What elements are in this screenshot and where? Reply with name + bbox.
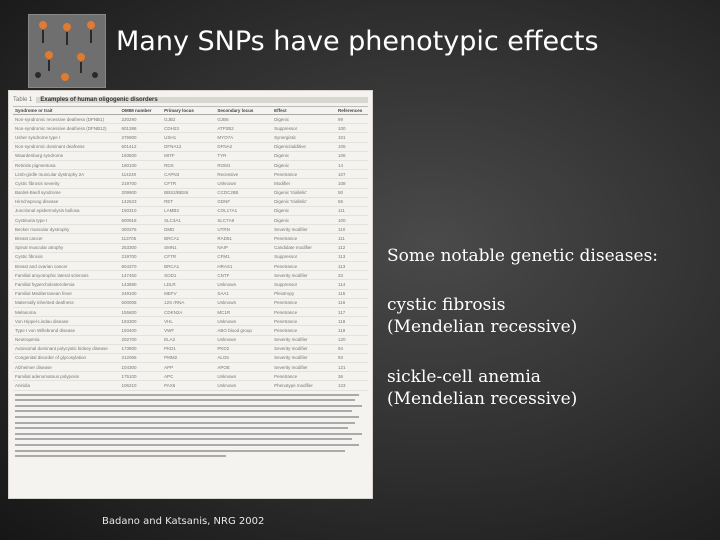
table-cell: Cystinuria type I [13, 216, 120, 225]
table-cell: 114 [336, 280, 368, 289]
table-cell: CFM1 [215, 252, 272, 261]
table-cell: 604370 [120, 262, 163, 271]
table-cell: Familial amyotrophic lateral sclerosis [13, 271, 120, 280]
table-cell: 123 [336, 381, 368, 390]
table-cell: 601386 [120, 124, 163, 133]
table-cell: MC1R [215, 307, 272, 316]
table-cell: 50 [336, 188, 368, 197]
table-cell: 175100 [120, 372, 163, 381]
table-cell: CFTR [162, 179, 215, 188]
table-cell: SMN1 [162, 243, 215, 252]
table-cell: Junctional epidermolysis bullosa [13, 206, 120, 215]
table-cell: 112 [336, 243, 368, 252]
table-cell: 193400 [120, 326, 163, 335]
table-cell: 114240 [120, 170, 163, 179]
table-cell: PMM2 [162, 353, 215, 362]
table-row [13, 252, 368, 261]
table-row [13, 225, 368, 234]
table-cell: Penetrance [272, 262, 336, 271]
table-cell: Familial Mediterranean fever [13, 289, 120, 298]
table-cell: PKD1 [162, 344, 215, 353]
table-cell: Unknown [215, 317, 272, 326]
table-row [13, 289, 368, 298]
table-cell: APOE [215, 363, 272, 372]
table-row [13, 115, 368, 124]
table-cell: ELA2 [162, 335, 215, 344]
table-cell: 500008 [120, 298, 163, 307]
table-cell: Unknown [215, 298, 272, 307]
table-cell: Severity modifier [272, 271, 336, 280]
table-header-bar [13, 93, 368, 107]
table-row [13, 326, 368, 335]
table-body [13, 115, 368, 391]
table-cell: 219700 [120, 252, 163, 261]
table-cell: Penetrance [272, 372, 336, 381]
table-cell: BRCA1 [162, 234, 215, 243]
table-cell: 601412 [120, 142, 163, 151]
table-column-header: OMIM number [120, 107, 163, 115]
table-cell: 100 [336, 124, 368, 133]
table-cell: Penetrance [272, 170, 336, 179]
table-cell: Melanoma [13, 307, 120, 316]
table-cell: MEFV [162, 289, 215, 298]
table-cell: CDKN2A [162, 307, 215, 316]
table-cell: HRAS1 [215, 262, 272, 271]
table-cell: 107 [336, 170, 368, 179]
table-row [13, 151, 368, 160]
table-row [13, 280, 368, 289]
table-cell: 33 [336, 271, 368, 280]
table-cell: Pleiotropy [272, 289, 336, 298]
table-cell: 119 [336, 326, 368, 335]
table-cell: Digenic [272, 216, 336, 225]
table-cell: 219700 [120, 179, 163, 188]
table-cell: Maternally inherited deafness [13, 298, 120, 307]
table-cell: VWF [162, 326, 215, 335]
table-cell: Von Hippel-Lindau disease [13, 317, 120, 326]
table-cell: 220290 [120, 115, 163, 124]
note-item-sickle-cell: sickle-cell anemia [387, 367, 541, 387]
table-cell: Modifier [272, 179, 336, 188]
table-cell: CDH23 [162, 124, 215, 133]
table-row [13, 188, 368, 197]
table-cell: 155600 [120, 307, 163, 316]
note-heading: Some notable genetic diseases: [387, 246, 659, 266]
note-item-sickle-cell-inheritance: (Mendelian recessive) [387, 389, 578, 409]
table-cell: Non-syndromic dominant deafness [13, 142, 120, 151]
table-cell: Digenic 'triallelic' [272, 197, 336, 206]
table-row [13, 353, 368, 362]
table-cell: Candidate modifier [272, 243, 336, 252]
table-cell: Usher syndrome type I [13, 133, 120, 142]
table-column-header: Syndrome or trait [13, 107, 120, 115]
table-cell: 300376 [120, 225, 163, 234]
table-cell: 173900 [120, 344, 163, 353]
table-cell: 600918 [120, 216, 163, 225]
table-cell: GJB6 [215, 115, 272, 124]
table-cell: 116 [336, 298, 368, 307]
table-column-header: Primary locus [162, 107, 215, 115]
table-cell: 106 [336, 151, 368, 160]
table-cell: 147450 [120, 271, 163, 280]
table-caption: Examples of human oligogenic disorders [36, 97, 368, 103]
table-row [13, 179, 368, 188]
logo-image [28, 14, 106, 88]
table-cell: SLC7A9 [215, 216, 272, 225]
table-row [13, 234, 368, 243]
table-cell: 117 [336, 307, 368, 316]
table-cell: Retinitis pigmentosa [13, 160, 120, 169]
table-cell: CCDC28B [215, 188, 272, 197]
table-header-row [13, 107, 368, 115]
table-cell: 101 [336, 133, 368, 142]
note-item-cystic-fibrosis: cystic fibrosis [387, 295, 506, 315]
table-row [13, 344, 368, 353]
table-cell: USH1 [162, 133, 215, 142]
table-cell: ROM1 [215, 160, 272, 169]
table-cell: Unknown [215, 372, 272, 381]
table-cell: Digenic [272, 151, 336, 160]
table-cell: Bardet-Biedl syndrome [13, 188, 120, 197]
table-cell: 111 [336, 234, 368, 243]
table-cell: SLC3A1 [162, 216, 215, 225]
table-cell: Congenital disorder of glycosylation [13, 353, 120, 362]
table-column-header: Secondary locus [215, 107, 272, 115]
table-cell: PAX6 [162, 381, 215, 390]
table-cell: Unknown [215, 335, 272, 344]
table-cell: CAPN3 [162, 170, 215, 179]
table-cell: RDS [162, 160, 215, 169]
table-row [13, 206, 368, 215]
table-cell: Recessive [215, 170, 272, 179]
table-cell: 110 [336, 225, 368, 234]
table-cell: ALG6 [215, 353, 272, 362]
table-cell: LDLR [162, 280, 215, 289]
table-cell: 100 [336, 216, 368, 225]
table-row [13, 307, 368, 316]
table-cell: VHL [162, 317, 215, 326]
table-cell: DMD [162, 225, 215, 234]
table-cell: 113 [336, 252, 368, 261]
table-cell: Breast and ovarian cancer [13, 262, 120, 271]
table-cell: 249100 [120, 289, 163, 298]
table-row [13, 335, 368, 344]
table-cell: Limb-girdle muscular dystrophy 2A [13, 170, 120, 179]
table-cell: 143890 [120, 280, 163, 289]
table-row [13, 262, 368, 271]
table-cell: UTRN [215, 225, 272, 234]
table-cell: DFNA12 [162, 142, 215, 151]
table-cell: Unknown [215, 280, 272, 289]
table-cell: 150310 [120, 206, 163, 215]
source-citation: Badano and Katsanis, NRG 2002 [102, 516, 265, 527]
table-cell: Severity modifier [272, 335, 336, 344]
table-cell: Non-syndromic recessive deafness (DFNB1) [13, 115, 120, 124]
table-cell: Digenic 'triallelic' [272, 188, 336, 197]
table-cell: 202700 [120, 335, 163, 344]
table-row [13, 243, 368, 252]
table-cell: 106210 [120, 381, 163, 390]
table-cell: Suppressor [272, 280, 336, 289]
table-row [13, 363, 368, 372]
table-cell: Autosomal dominant polycystic kidney disease [13, 344, 120, 353]
table-cell: 212065 [120, 353, 163, 362]
table-cell: Neutropenia [13, 335, 120, 344]
table-cell: SOD1 [162, 271, 215, 280]
table-cell: 111 [336, 206, 368, 215]
table-cell: 14 [336, 160, 368, 169]
table-cell: 99 [336, 115, 368, 124]
table-cell: APC [162, 372, 215, 381]
table-cell: CNTF [215, 271, 272, 280]
table-cell: MITF [162, 151, 215, 160]
table-cell: Penetrance [272, 234, 336, 243]
table-cell: 115 [336, 289, 368, 298]
table-cell: Aniridia [13, 381, 120, 390]
table-image [8, 90, 373, 499]
table-cell: Digenic [272, 206, 336, 215]
table-cell: Severity modifier [272, 353, 336, 362]
table-cell: LAMB3 [162, 206, 215, 215]
table-cell: RET [162, 197, 215, 206]
table-row [13, 372, 368, 381]
note-item-cystic-fibrosis-inheritance: (Mendelian recessive) [387, 317, 578, 337]
table-cell: Familial hypercholesterolemia [13, 280, 120, 289]
table-cell: Non-syndromic recessive deafness (DFNB12) [13, 124, 120, 133]
table-cell: Severity modifier [272, 344, 336, 353]
table-row [13, 298, 368, 307]
table-cell: 142623 [120, 197, 163, 206]
table-cell: Suppressor [272, 252, 336, 261]
table-cell: Digenic/additive [272, 142, 336, 151]
table-cell: 121 [336, 363, 368, 372]
table-cell: DFNA2 [215, 142, 272, 151]
table-cell: 193500 [120, 151, 163, 160]
table-row [13, 197, 368, 206]
table-cell: 56 [336, 197, 368, 206]
table-cell: Digenic [272, 160, 336, 169]
table-cell: MYO7A [215, 133, 272, 142]
table-cell: Penetrance [272, 298, 336, 307]
table-cell: ABO blood group [215, 326, 272, 335]
table-cell: 36 [336, 372, 368, 381]
table-cell: Suppressor [272, 124, 336, 133]
table-column-header: References [336, 107, 368, 115]
table-cell: Unknown [215, 179, 272, 188]
table-cell: 209900 [120, 188, 163, 197]
table-cell: SAA1 [215, 289, 272, 298]
table-footnote [15, 394, 366, 452]
table-cell: 118 [336, 317, 368, 326]
table-cell: 113 [336, 262, 368, 271]
table-cell: 120 [336, 335, 368, 344]
table-cell: Becker muscular dystrophy [13, 225, 120, 234]
table-cell: Spinal muscular atrophy [13, 243, 120, 252]
table-cell: TYR [215, 151, 272, 160]
table-cell: Penetrance [272, 307, 336, 316]
table-cell: Alzheimer disease [13, 363, 120, 372]
table-row [13, 124, 368, 133]
table-row [13, 142, 368, 151]
table-cell: Phenotype modifier [272, 381, 336, 390]
table-cell: Cystic fibrosis [13, 252, 120, 261]
table-cell: PKD2 [215, 344, 272, 353]
table-tag: Table 1 [13, 96, 33, 103]
table-cell: 94 [336, 344, 368, 353]
table-row [13, 133, 368, 142]
table-cell: Severity modifier [272, 363, 336, 372]
table-cell: NAIP [215, 243, 272, 252]
table-cell: Hirschsprung disease [13, 197, 120, 206]
table-cell: RAD51 [215, 234, 272, 243]
table-cell: CFTR [162, 252, 215, 261]
table-cell: 93 [336, 353, 368, 362]
table-cell: 193300 [120, 317, 163, 326]
table-cell: 113705 [120, 234, 163, 243]
table-cell: 180100 [120, 160, 163, 169]
table-cell: Severity modifier [272, 225, 336, 234]
table-cell: GJB2 [162, 115, 215, 124]
table-cell: 108 [336, 179, 368, 188]
table-cell: Waardenburg syndrome [13, 151, 120, 160]
table-cell: 253300 [120, 243, 163, 252]
table-cell: 105 [336, 142, 368, 151]
table-row [13, 381, 368, 390]
table-cell: Breast cancer [13, 234, 120, 243]
table-cell: Penetrance [272, 317, 336, 326]
table-cell: Unknown [215, 381, 272, 390]
oligogenic-disorders-table [13, 107, 368, 391]
table-cell: BRCA1 [162, 262, 215, 271]
table-column-header: Effect [272, 107, 336, 115]
table-cell: 12S rRNA [162, 298, 215, 307]
table-cell: Familial adenomatous polyposis [13, 372, 120, 381]
table-row [13, 271, 368, 280]
table-cell: Type I von Willebrand disease [13, 326, 120, 335]
table-cell: Penetrance [272, 326, 336, 335]
table-cell: 104300 [120, 363, 163, 372]
table-row [13, 160, 368, 169]
table-row [13, 170, 368, 179]
table-cell: APP [162, 363, 215, 372]
table-cell: Digenic [272, 115, 336, 124]
table-cell: ATP2B2 [215, 124, 272, 133]
table-cell: Synergistic [272, 133, 336, 142]
table-row [13, 317, 368, 326]
slide-title: Many SNPs have phenotypic effects [116, 26, 599, 57]
table-cell: GDNF [215, 197, 272, 206]
table-row [13, 216, 368, 225]
table-cell: BBS2/BBS6 [162, 188, 215, 197]
table-cell: COL17A1 [215, 206, 272, 215]
table-cell: 276900 [120, 133, 163, 142]
table-cell: Cystic fibrosis severity [13, 179, 120, 188]
